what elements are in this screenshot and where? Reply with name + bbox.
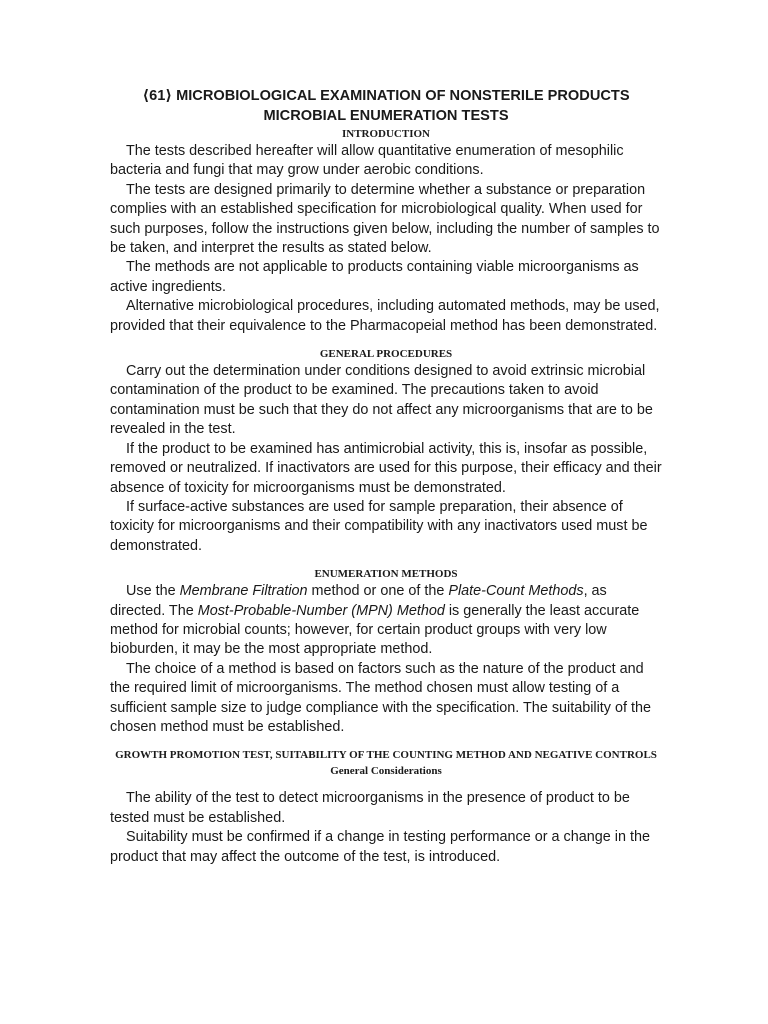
general-procedures-heading: GENERAL PROCEDURES [319, 348, 453, 361]
enumeration-text-4: is generally the least accurate method for microbial counts; however, for certain product groups with very low bioburden, it may be the most appropriate method. [110, 602, 640, 658]
introduction-paragraph-2: The tests are designed primarily to determine whether a substance or preparation complies with an established specification for microbiological quality. When used for such purposes, follow the instructions given below, including the number of samples to be taken, and interpret the results as stated below. [110, 181, 660, 257]
enumeration-text-1: Use the [126, 583, 180, 600]
enumeration-methods-paragraph-2: The choice of a method is based on factors such as the nature of the product and the required limit of microorganisms. The method chosen must allow testing of a sufficient sample size to judge compliance with the specification. The suitability of the chosen method must be established. [110, 660, 652, 735]
mpn-method-term: Most-Probable-Number (MPN) Method [197, 602, 445, 619]
enumeration-methods-paragraph-1 [110, 582, 662, 660]
growth-promotion-paragraph-1: The ability of the test to detect microorganisms in the presence of product to be tested must be established. [110, 790, 630, 826]
enumeration-methods-heading: ENUMERATION METHODS [314, 568, 458, 581]
general-procedures-paragraph-1: Carry out the determination under conditions designed to avoid extrinsic microbial contamination of the product to be examined. The precautions taken to avoid contamination must be such that they do not affect any microorganisms that are to be revealed in the test. [110, 363, 653, 438]
membrane-filtration-term: Membrane Filtration [179, 583, 308, 600]
general-considerations-subheading: General Considerations [330, 765, 442, 778]
enumeration-text-2: method or one of the [307, 583, 449, 600]
plate-count-methods-term: Plate-Count Methods [448, 583, 584, 600]
document-page [110, 86, 662, 867]
introduction-paragraph-1: The tests described hereafter will allow quantitative enumeration of mesophilic bacteria and fungi that may grow under aerobic conditions. [110, 143, 624, 179]
introduction-heading: INTRODUCTION [341, 128, 430, 140]
document-title-line-1: ⟨61⟩ MICROBIOLOGICAL EXAMINATION OF NONSTERILE PRODUCTS [142, 88, 630, 104]
document-title-line-2: MICROBIAL ENUMERATION TESTS [263, 108, 509, 124]
general-procedures-paragraph-3: If surface-active substances are used for sample preparation, their absence of toxicity for microorganisms and their compatibility with any inactivators used must be demonstrated. [110, 498, 648, 554]
growth-promotion-heading: GROWTH PROMOTION TEST, SUITABILITY OF THE COUNTING METHOD AND NEGATIVE CONTROLS [115, 749, 657, 762]
enumeration-text-3: , as directed. The [110, 583, 607, 619]
introduction-paragraph-4: Alternative microbiological procedures, including automated methods, may be used, provided that their equivalence to the Pharmacopeial method has been demonstrated. [110, 298, 660, 334]
general-procedures-paragraph-2: If the product to be examined has antimicrobial activity, this is, insofar as possible, removed or neutralized. If inactivators are used for this purpose, their efficacy and their absence of toxicity for microorganisms must be demonstrated. [110, 440, 662, 496]
growth-promotion-paragraph-2: Suitability must be confirmed if a change in testing performance or a change in the product that may affect the outcome of the test, is introduced. [110, 829, 650, 865]
introduction-paragraph-3: The methods are not applicable to products containing viable microorganisms as active ingredients. [110, 259, 639, 295]
